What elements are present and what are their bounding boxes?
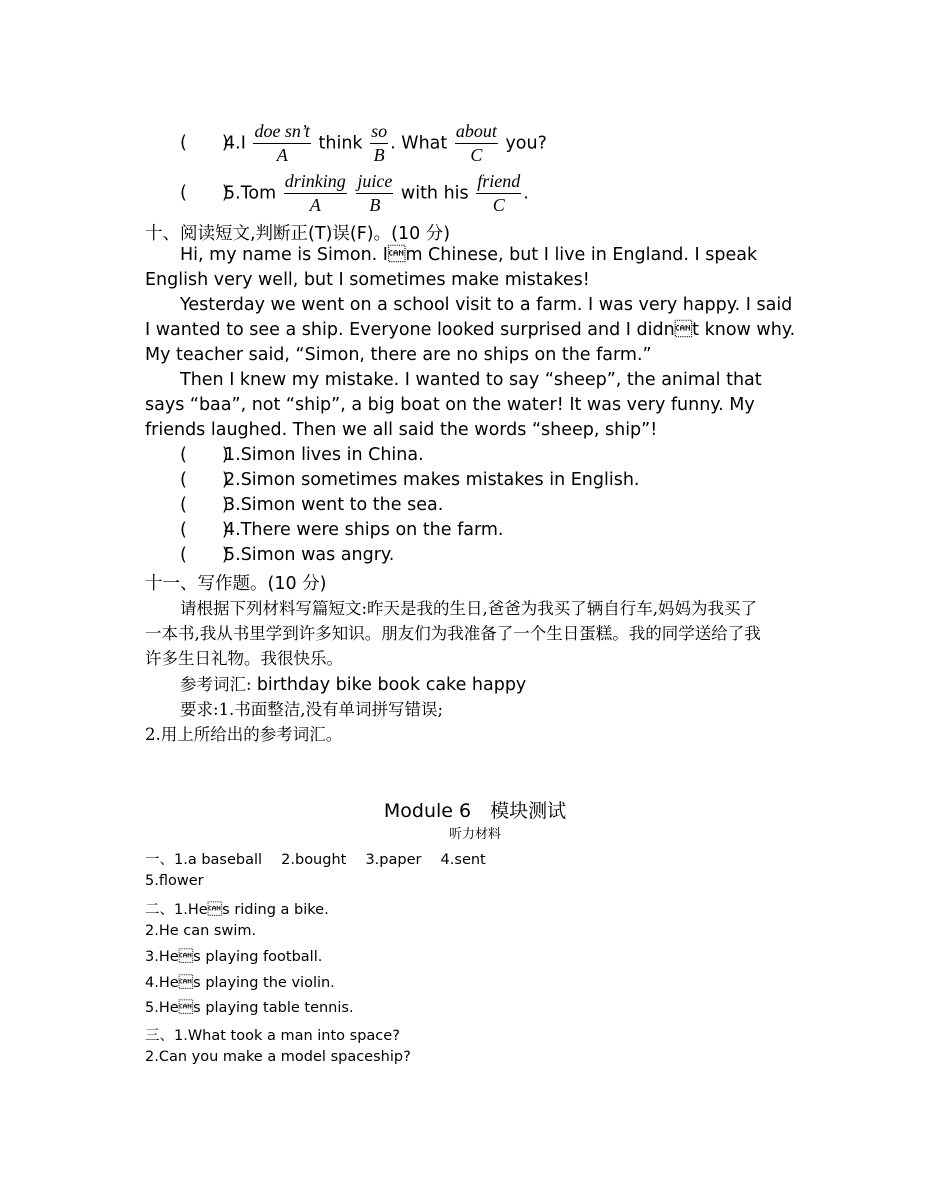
vocab-words: birthday bike book cake happy: [256, 675, 527, 695]
plain-text: think: [318, 133, 363, 154]
judge-item: [180, 470, 640, 490]
answer-blank: ( ): [180, 520, 229, 540]
listening-line: [145, 1049, 411, 1065]
passage-line: Yesterday we went on a school visit to a farm. I was very happy. I said: [180, 295, 793, 315]
judge-item-text: 4.There were ships on the farm.: [224, 520, 504, 540]
plain-text: with his: [400, 183, 469, 204]
section-prefix: 二、: [145, 902, 174, 918]
listening-text: 5.flower: [145, 873, 204, 889]
listening-line: [145, 1024, 400, 1045]
underlined-option: about C: [455, 121, 497, 165]
listening-text: 1.a baseball 2.bought 3.paper 4.sent: [174, 852, 486, 868]
underlined-option: drinking A: [284, 171, 346, 215]
requirement-1: 1.书面整洁,没有单词拼写错误;: [218, 700, 444, 719]
listening-text: 3.Hes playing football.: [145, 949, 323, 965]
listening-text: 1.Hes riding a bike.: [174, 902, 329, 918]
prompt-line: 许多生日礼物。我很快乐。: [145, 649, 343, 668]
answer-blank: ( ): [180, 495, 229, 515]
passage-line: English very well, but I sometimes make mistakes!: [145, 270, 590, 290]
listening-line: [145, 948, 322, 965]
passage-line: I wanted to see a ship. Everyone looked surprised and I didnt know why.: [145, 320, 796, 340]
listening-line: [145, 923, 256, 939]
answer-blank: ( ): [180, 545, 229, 565]
requirement-line: 2.用上所给出的参考词汇。: [145, 725, 343, 744]
judge-item-text: 2.Simon sometimes makes mistakes in English.: [224, 470, 640, 490]
item-number: 4.I: [224, 133, 246, 154]
plain-text: you?: [505, 133, 547, 154]
listening-line: [145, 999, 354, 1016]
passage-line: friends laughed. Then we all said the words “sheep, ship”!: [145, 420, 658, 440]
listening-text: 2.Can you make a model spaceship?: [145, 1049, 411, 1065]
judge-item-text: 5.Simon was angry.: [224, 545, 395, 565]
underlined-option: friend C: [477, 171, 521, 215]
underlined-option: doe sn’t A: [254, 121, 310, 165]
listening-line: [145, 848, 486, 869]
listening-line: [145, 898, 329, 919]
requirement-label: 要求:: [180, 700, 219, 719]
answer-blank: ( ): [180, 183, 229, 204]
section-heading: 十、阅读短文,判断正(T)误(F)。(10 分): [145, 224, 451, 244]
prompt-line: 一本书,我从书里学到许多知识。朋友们为我准备了一个生日蛋糕。我的同学送给了我: [145, 624, 761, 643]
listening-line: [145, 873, 204, 889]
section-prefix: 三、: [145, 1028, 174, 1044]
answer-blank: ( ): [180, 470, 229, 490]
judge-item: [180, 445, 424, 465]
plain-text: . What: [390, 133, 448, 154]
module-title: Module 6 模块测试: [383, 800, 567, 822]
passage-line: Then I knew my mistake. I wanted to say “sheep”, the animal that: [180, 370, 762, 390]
passage-line: says “baa”, not “ship”, a big boat on the water! It was very funny. My: [145, 395, 755, 415]
module-subtitle: 听力材料: [448, 827, 501, 842]
underlined-option: juice B: [357, 171, 393, 215]
prompt-line: 请根据下列材料写篇短文:昨天是我的生日,爸爸为我买了辆自行车,妈妈为我买了: [180, 599, 758, 618]
section-prefix: 一、: [145, 852, 174, 868]
judge-item: [180, 520, 504, 540]
underlined-option: $\frac{so}{B}$: [371, 121, 388, 165]
answer-blank: ( ): [180, 445, 229, 465]
section-heading: 十一、写作题。(10 分): [145, 574, 327, 594]
choice-item: [180, 172, 529, 215]
requirement-line: [180, 696, 443, 720]
plain-text: .: [523, 183, 529, 204]
listening-text: 4.Hes playing the violin.: [145, 975, 335, 991]
judge-item: [180, 545, 394, 565]
passage-line: Hi, my name is Simon. Im Chinese, but I live in England. I speak: [180, 245, 758, 265]
listening-line: [145, 974, 335, 991]
judge-item-text: 3.Simon went to the sea.: [224, 495, 444, 515]
passage-line: My teacher said, “Simon, there are no ships on the farm.”: [145, 345, 652, 365]
listening-text: 1.What took a man into space?: [174, 1028, 400, 1044]
vocab-label: 参考词汇:: [180, 675, 257, 694]
listening-text: 5.Hes playing table tennis.: [145, 1000, 354, 1016]
judge-item: [180, 495, 443, 515]
judge-item-text: 1.Simon lives in China.: [224, 445, 424, 465]
listening-text: 2.He can swim.: [145, 923, 257, 939]
answer-blank: ( ): [180, 133, 229, 154]
choice-item: [180, 122, 547, 165]
item-number: 5.Tom: [224, 183, 277, 204]
vocab-line: [180, 671, 526, 695]
